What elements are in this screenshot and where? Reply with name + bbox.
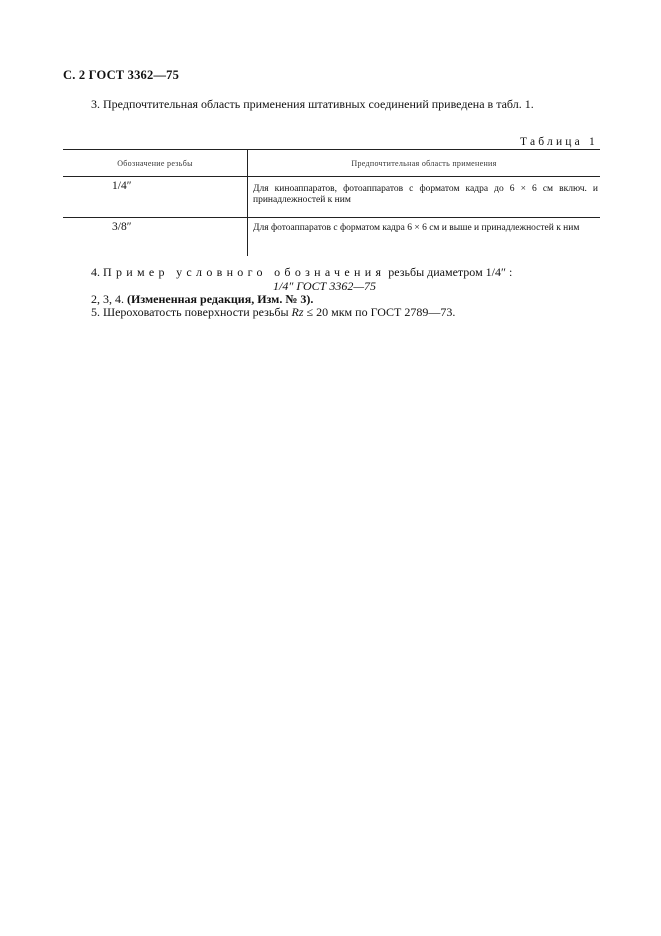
amendment-bold-text: (Измененная редакция, Изм. № 3). [127,292,314,306]
spaced-heading: Пример условного обозначения [103,265,386,279]
paragraph-text: резьбы диаметром 1/4″ : [388,265,513,279]
paragraph-number: 4. [91,265,100,279]
column-header-designation: Обозначение резьбы [63,150,248,177]
application-cell: Для фотоаппаратов с форматом кадра 6 × 6 см и выше и принадлежностей к ним [253,223,580,233]
designation-example: 1/4″ ГОСТ 3362—75 [273,279,377,293]
paragraph-number: 5. [91,305,100,319]
table-1 [63,149,600,256]
application-cell: Для киноаппаратов, фотоаппаратов с форматом кадра до 6 × 6 см включ. и принадлежностей к ним [248,177,601,218]
paragraph-4 [91,265,512,280]
table-caption: Таблица 1 [520,136,598,148]
amendment-prefix: 2, 3, 4. [91,292,124,306]
paragraph-5 [91,305,455,320]
table-row [63,177,600,218]
thread-designation-cell: 1/4″ [63,177,248,218]
page-header: С. 2 ГОСТ 3362—75 [63,68,180,82]
roughness-symbol: Rz [291,305,304,319]
paragraph-3 [91,97,534,112]
table-row [63,218,600,257]
paragraph-text-end: ≤ 20 мкм по ГОСТ 2789—73. [306,305,456,319]
paragraph-number: 3. [91,97,100,111]
thread-designation-cell: 3/8″ [63,218,248,257]
paragraph-text: Шероховатость поверхности резьбы [103,305,289,319]
paragraph-text: Предпочтительная область применения штативных соединений приведена в табл. 1. [103,97,534,111]
table-header-row [63,150,600,177]
column-header-application: Предпочтительная область применения [248,150,601,177]
